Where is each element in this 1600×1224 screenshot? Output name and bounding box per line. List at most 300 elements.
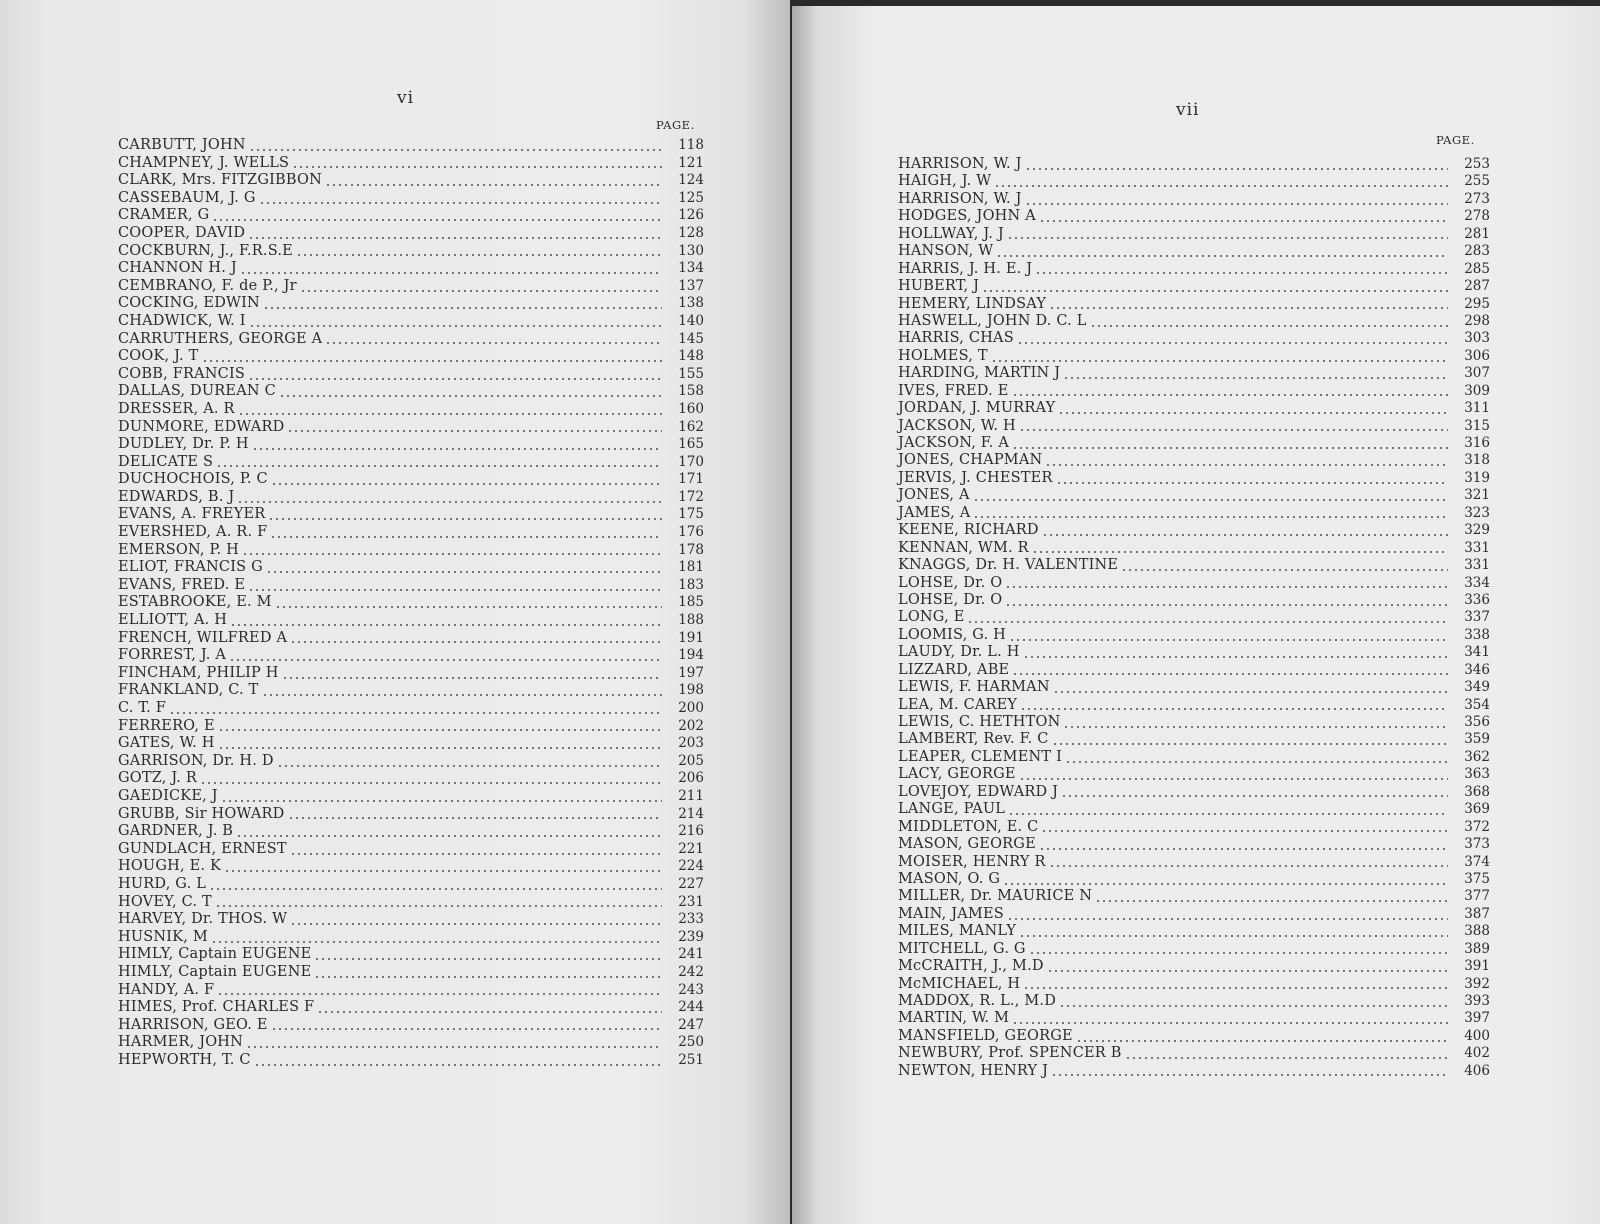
dot-leader (1041, 830, 1448, 832)
dot-leader (325, 342, 662, 344)
index-entry (898, 226, 1490, 243)
entry-name: HARRIS, CHAS (898, 330, 1014, 347)
dot-leader (292, 166, 662, 168)
entry-page-number: 221 (678, 840, 704, 857)
entry-name: MILES, MANLY (898, 923, 1017, 940)
dot-leader (325, 184, 662, 186)
entry-name: MOISER, HENRY R (898, 853, 1046, 870)
dot-leader (1012, 1022, 1448, 1024)
dot-leader (230, 624, 662, 626)
index-entry (898, 383, 1490, 400)
entry-name: MARTIN, W. M (898, 1010, 1010, 1027)
entry-name: JACKSON, W. H (898, 417, 1016, 434)
entry-name: HURD, G. L (118, 875, 207, 892)
entry-name: CHAMPNEY, J. WELLS (118, 154, 290, 171)
entry-name: DRESSER, A. R (118, 400, 235, 417)
entry-page-number: 354 (1464, 696, 1490, 713)
entry-name: MASON, O. G (898, 870, 1001, 887)
entry-page-number: 125 (678, 189, 704, 206)
dot-leader (202, 360, 663, 362)
entry-name: GOTZ, J. R (118, 770, 198, 787)
entry-name: EDWARDS, B. J (118, 488, 235, 505)
entry-name: LOHSE, Dr. O (898, 591, 1003, 608)
entry-name: GRUBB, Sir HOWARD (118, 805, 285, 822)
entry-name: LEWIS, C. HETHTON (898, 714, 1061, 730)
index-entry (118, 436, 704, 454)
dot-leader (271, 483, 662, 485)
dot-leader (288, 817, 663, 819)
entry-name: McMICHAEL, H (898, 975, 1021, 992)
index-entry (118, 243, 704, 261)
entry-page-number: 160 (678, 400, 704, 417)
entry-page-number: 205 (678, 752, 704, 769)
entry-page-number: 203 (678, 735, 704, 752)
entry-page-number: 118 (678, 137, 704, 153)
dot-leader (266, 571, 662, 573)
dot-leader (290, 641, 662, 643)
entry-page-number: 128 (678, 224, 704, 241)
entry-name: HUSNIK, M (118, 928, 208, 945)
entry-page-number: 369 (1464, 801, 1490, 818)
index-entry (118, 929, 704, 947)
index-entry (898, 644, 1490, 661)
entry-page-number: 216 (678, 823, 704, 840)
dot-leader (1025, 168, 1448, 170)
index-entry (898, 278, 1490, 295)
page-column-header: PAGE. (656, 118, 695, 132)
index-entry (898, 766, 1490, 783)
dot-leader (1058, 412, 1448, 414)
entry-name: HIMLY, Captain EUGENE (118, 946, 312, 963)
entry-page-number: 170 (678, 453, 704, 470)
index-entry (118, 172, 704, 190)
dot-leader (246, 1046, 662, 1048)
entry-page-number: 388 (1464, 923, 1490, 940)
dot-leader (270, 536, 662, 538)
entry-page-number: 318 (1464, 452, 1490, 469)
entry-page-number: 359 (1464, 731, 1490, 748)
index-entry (118, 489, 704, 507)
dot-leader (1019, 935, 1448, 937)
index-entry (118, 524, 704, 542)
index-entry (118, 682, 704, 700)
index-entry (118, 313, 704, 331)
dot-leader (290, 923, 662, 925)
index-entry (898, 505, 1490, 522)
dot-leader (1121, 569, 1448, 571)
dot-leader (1090, 325, 1448, 327)
dot-leader (218, 747, 662, 749)
index-entry (898, 435, 1490, 452)
entry-page-number: 247 (678, 1016, 704, 1033)
dot-leader (215, 905, 662, 907)
index-entry (118, 806, 704, 824)
dot-leader (282, 677, 662, 679)
dot-leader (1095, 900, 1448, 902)
entry-page-number: 243 (678, 981, 704, 998)
index-entry (118, 401, 704, 419)
entry-page-number: 377 (1464, 888, 1490, 905)
entry-name: DUNMORE, EDWARD (118, 418, 285, 435)
dot-leader (973, 499, 1448, 501)
entry-page-number: 191 (678, 629, 704, 646)
dot-leader (1045, 464, 1448, 466)
index-entry (898, 662, 1490, 679)
entry-name: GARDNER, J. B (118, 823, 234, 840)
index-entry (118, 295, 704, 313)
entry-page-number: 349 (1464, 679, 1490, 696)
entry-page-number: 336 (1464, 591, 1490, 608)
entry-name: LOOMIS, G. H (898, 626, 1006, 643)
entry-name: HARRISON, GEO. E (118, 1016, 268, 1033)
dot-leader (1059, 1005, 1448, 1007)
index-entry (118, 506, 704, 524)
entry-page-number: 227 (678, 875, 704, 892)
index-list-left (118, 137, 704, 1069)
index-entry (898, 418, 1490, 435)
entry-name: JAMES, A (898, 504, 971, 521)
dot-leader (317, 1011, 662, 1013)
index-entry (898, 801, 1490, 818)
entry-page-number: 278 (1464, 208, 1490, 225)
entry-page-number: 253 (1464, 156, 1490, 172)
entry-name: GAEDICKE, J (118, 787, 218, 804)
index-entry (898, 679, 1490, 696)
entry-name: COOPER, DAVID (118, 224, 246, 241)
index-entry (118, 858, 704, 876)
entry-name: DUCHOCHOIS, P. C (118, 471, 268, 488)
dot-leader (248, 378, 662, 380)
entry-name: DUDLEY, Dr. P. H (118, 436, 249, 453)
entry-page-number: 211 (678, 787, 704, 804)
entry-page-number: 155 (678, 365, 704, 382)
entry-name: MANSFIELD, GEORGE (898, 1027, 1073, 1044)
dot-leader (996, 255, 1448, 257)
entry-page-number: 298 (1464, 312, 1490, 329)
entry-page-number: 130 (678, 242, 704, 259)
index-entry (898, 923, 1490, 940)
entry-page-number: 337 (1464, 609, 1490, 626)
entry-page-number: 224 (678, 858, 704, 875)
index-entry (118, 278, 704, 296)
dot-leader (1065, 761, 1448, 763)
index-entry (898, 156, 1490, 173)
entry-name: MAIN, JAMES (898, 905, 1004, 922)
entry-page-number: 244 (678, 999, 704, 1016)
dot-leader (240, 272, 662, 274)
entry-name: LOVEJOY, EDWARD J (898, 783, 1059, 800)
index-entry (118, 207, 704, 225)
dot-leader (211, 941, 662, 943)
entry-page-number: 406 (1464, 1062, 1490, 1079)
entry-name: CHADWICK, W. I (118, 312, 246, 329)
entry-page-number: 198 (678, 682, 704, 699)
entry-page-number: 334 (1464, 574, 1490, 591)
entry-page-number: 251 (678, 1051, 704, 1068)
entry-name: HAIGH, J. W (898, 173, 992, 190)
index-entry (898, 697, 1490, 714)
index-entry (898, 575, 1490, 592)
entry-page-number: 391 (1464, 958, 1490, 975)
entry-name: LAMBERT, Rev. F. C (898, 731, 1049, 748)
entry-page-number: 373 (1464, 836, 1490, 853)
entry-name: HASWELL, JOHN D. C. L (898, 312, 1087, 329)
entry-name: MILLER, Dr. MAURICE N (898, 888, 1093, 905)
entry-name: GUNDLACH, ERNEST (118, 840, 287, 857)
index-entry (118, 911, 704, 929)
entry-name: LEWIS, F. HARMAN (898, 679, 1050, 696)
entry-name: KEENE, RICHARD (898, 522, 1039, 539)
dot-leader (249, 149, 662, 151)
entry-page-number: 283 (1464, 243, 1490, 260)
index-entry (118, 982, 704, 1000)
entry-page-number: 145 (678, 330, 704, 347)
entry-name: ELIOT, FRANCIS G (118, 559, 263, 576)
dot-leader (1017, 342, 1448, 344)
index-entry (118, 454, 704, 472)
entry-name: JORDAN, J. MURRAY (898, 400, 1056, 417)
dot-leader (262, 694, 662, 696)
index-entry (898, 871, 1490, 888)
entry-name: LOHSE, Dr. O (898, 574, 1003, 591)
entry-name: COCKBURN, J., F.R.S.E (118, 242, 293, 259)
dot-leader (300, 290, 662, 292)
dot-leader (238, 413, 662, 415)
entry-page-number: 309 (1464, 382, 1490, 399)
entry-page-number: 295 (1464, 295, 1490, 312)
entry-name: CHANNON H. J (118, 260, 237, 277)
dot-leader (242, 553, 662, 555)
entry-name: GATES, W. H (118, 735, 215, 752)
index-entry (898, 714, 1490, 731)
index-entry (898, 888, 1490, 905)
index-entry (118, 999, 704, 1017)
entry-page-number: 185 (678, 594, 704, 611)
entry-page-number: 372 (1464, 818, 1490, 835)
index-entry (898, 976, 1490, 993)
index-entry (898, 173, 1490, 190)
entry-name: KENNAN, WM. R (898, 539, 1029, 556)
entry-page-number: 233 (678, 911, 704, 928)
entry-page-number: 121 (678, 154, 704, 171)
index-entry (898, 1028, 1490, 1045)
entry-name: McCRAITH, J., M.D (898, 958, 1044, 975)
entry-name: IVES, FRED. E (898, 382, 1009, 399)
dot-leader (296, 254, 662, 256)
dot-leader (1042, 534, 1448, 536)
dot-leader (1063, 377, 1448, 379)
dot-leader (287, 430, 662, 432)
index-entry (898, 540, 1490, 557)
entry-page-number: 250 (678, 1034, 704, 1051)
entry-page-number: 387 (1464, 905, 1490, 922)
dot-leader (994, 185, 1448, 187)
entry-name: COOK, J. T (118, 348, 199, 365)
index-entry (898, 487, 1490, 504)
dot-leader (1012, 394, 1449, 396)
entry-page-number: 175 (678, 506, 704, 523)
dot-leader (1005, 586, 1448, 588)
index-entry (118, 577, 704, 595)
entry-name: EVERSHED, A. R. F (118, 524, 268, 541)
dot-leader (991, 360, 1448, 362)
entry-page-number: 281 (1464, 225, 1490, 242)
index-entry (118, 823, 704, 841)
entry-page-number: 316 (1464, 435, 1490, 451)
entry-name: EVANS, A. FREYER (118, 506, 266, 523)
entry-page-number: 287 (1464, 278, 1490, 295)
entry-page-number: 171 (678, 471, 704, 488)
dot-leader (1039, 848, 1448, 850)
dot-leader (259, 202, 662, 204)
entry-name: HARRISON, W. J (898, 156, 1022, 172)
entry-name: MASON, GEORGE (898, 836, 1036, 853)
index-entry (118, 964, 704, 982)
index-entry (118, 559, 704, 577)
entry-page-number: 241 (678, 946, 704, 963)
dot-leader (1012, 673, 1448, 675)
dot-leader (1039, 220, 1448, 222)
dot-leader (249, 325, 662, 327)
index-entry (898, 261, 1490, 278)
entry-page-number: 148 (678, 348, 704, 365)
dot-leader (1029, 952, 1448, 954)
entry-page-number: 307 (1464, 365, 1490, 382)
entry-page-number: 402 (1464, 1045, 1490, 1062)
entry-page-number: 329 (1464, 522, 1490, 539)
entry-page-number: 389 (1464, 940, 1490, 957)
dot-leader (1049, 865, 1448, 867)
entry-page-number: 124 (678, 172, 704, 189)
index-entry (118, 1034, 704, 1052)
page-number-vi: vi (397, 88, 415, 108)
dot-leader (216, 465, 662, 467)
dot-leader (169, 712, 662, 714)
entry-page-number: 231 (678, 893, 704, 910)
entry-page-number: 315 (1464, 417, 1490, 434)
entry-name: KNAGGS, Dr. H. VALENTINE (898, 557, 1119, 574)
entry-name: JACKSON, F. A (898, 435, 1010, 451)
index-entry (898, 941, 1490, 958)
index-entry (898, 906, 1490, 923)
index-entry (118, 383, 704, 401)
dot-leader (252, 448, 662, 450)
index-entry (898, 836, 1490, 853)
index-entry (118, 419, 704, 437)
entry-name: CLARK, Mrs. FITZGIBBON (118, 172, 323, 189)
dot-leader (1047, 970, 1448, 972)
dot-leader (268, 518, 662, 520)
entry-name: C. T. F (118, 700, 167, 716)
entry-page-number: 363 (1464, 766, 1490, 783)
index-entry (898, 365, 1490, 382)
entry-name: DALLAS, DUREAN C (118, 383, 276, 400)
entry-name: FRANKLAND, C. T (118, 682, 259, 699)
index-entry (118, 788, 704, 806)
entry-name: HANSON, W (898, 243, 994, 260)
dot-leader (271, 1028, 662, 1030)
index-entry (118, 348, 704, 366)
dot-leader (1053, 691, 1448, 693)
entry-page-number: 285 (1464, 260, 1490, 277)
index-entry (898, 330, 1490, 347)
index-entry (118, 700, 704, 718)
entry-name: HIMLY, Captain EUGENE (118, 963, 312, 980)
dot-leader (279, 395, 662, 397)
entry-name: MADDOX, R. L., M.D (898, 993, 1057, 1009)
entry-page-number: 255 (1464, 173, 1490, 190)
dot-leader (218, 729, 662, 731)
entry-page-number: 374 (1464, 853, 1490, 870)
dot-leader (277, 765, 662, 767)
entry-page-number: 362 (1464, 748, 1490, 765)
dot-leader (1009, 639, 1448, 641)
index-entry (898, 609, 1490, 626)
entry-page-number: 368 (1464, 783, 1490, 800)
entry-name: EVANS, FRED. E (118, 576, 246, 593)
index-entry (118, 753, 704, 771)
dot-leader (1007, 918, 1448, 920)
dot-leader (1003, 883, 1448, 885)
dot-leader (224, 870, 662, 872)
dot-leader (314, 976, 662, 978)
index-entry (898, 313, 1490, 330)
entry-name: JERVIS, J. CHESTER (898, 469, 1053, 486)
entry-page-number: 197 (678, 664, 704, 681)
index-entry (118, 190, 704, 208)
dot-leader (1035, 272, 1448, 274)
index-list-right (898, 156, 1490, 1080)
index-entry (118, 735, 704, 753)
index-entry (118, 946, 704, 964)
index-entry (898, 627, 1490, 644)
index-entry (898, 1010, 1490, 1027)
dot-leader (1012, 447, 1448, 449)
entry-page-number: 178 (678, 541, 704, 558)
dot-leader (1052, 743, 1448, 745)
left-page (0, 0, 790, 1224)
dot-leader (1005, 604, 1448, 606)
index-entry (118, 718, 704, 736)
entry-name: HOLLWAY, J. J (898, 225, 1004, 242)
index-entry (118, 542, 704, 560)
entry-page-number: 202 (678, 717, 704, 734)
entry-name: HARMER, JOHN (118, 1034, 244, 1051)
index-entry (118, 366, 704, 384)
index-entry (898, 592, 1490, 609)
entry-page-number: 323 (1464, 504, 1490, 521)
entry-page-number: 321 (1464, 487, 1490, 504)
index-entry (118, 770, 704, 788)
entry-page-number: 319 (1464, 469, 1490, 486)
entry-name: NEWBURY, Prof. SPENCER B (898, 1045, 1122, 1062)
index-entry (898, 296, 1490, 313)
entry-name: ESTABROOKE, E. M (118, 594, 272, 611)
entry-name: LIZZARD, ABE (898, 661, 1010, 678)
entry-name: LEA, M. CAREY (898, 696, 1018, 713)
entry-name: CRAMER, G (118, 207, 210, 224)
entry-name: COCKING, EDWIN (118, 295, 260, 312)
entry-name: CARBUTT, JOHN (118, 137, 246, 153)
index-entry (118, 155, 704, 173)
dot-leader (1019, 778, 1448, 780)
entry-page-number: 176 (678, 524, 704, 541)
entry-name: EMERSON, P. H (118, 541, 240, 558)
index-entry (118, 894, 704, 912)
index-entry (118, 137, 704, 155)
entry-page-number: 206 (678, 770, 704, 787)
entry-name: CEMBRANO, F. de P., Jr (118, 277, 297, 294)
